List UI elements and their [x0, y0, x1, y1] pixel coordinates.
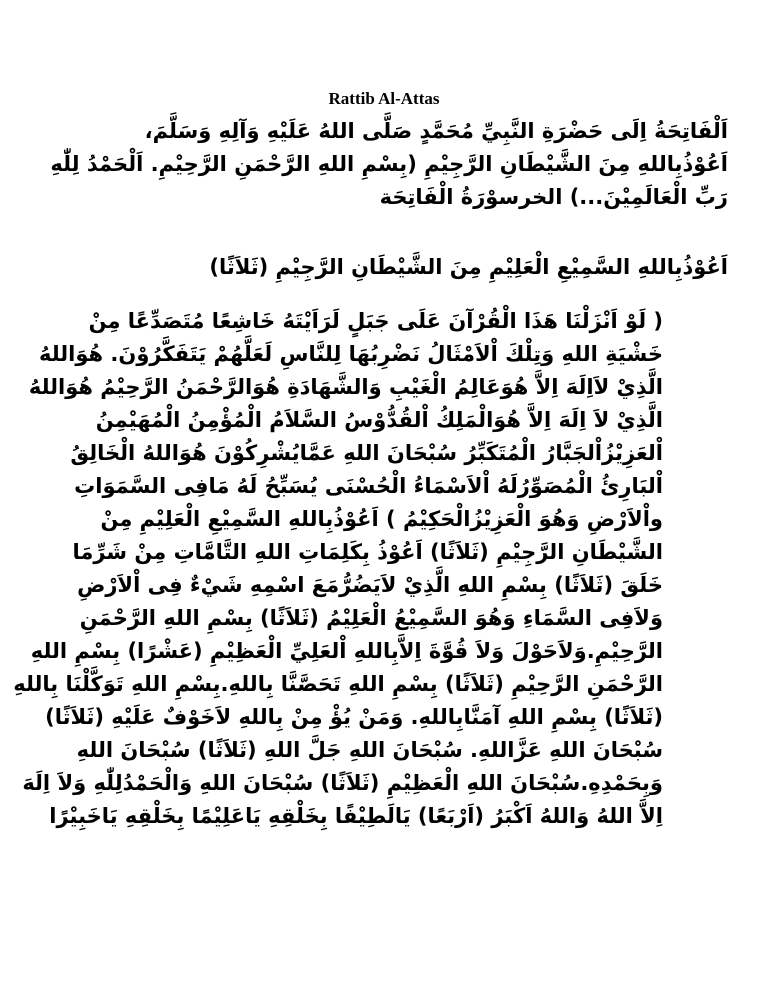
text-line: اَلْفَاتِحَةُ اِلَى حَضْرَةِ النَّبِيِّ مُحَمَّدٍ صَلَّى اللهُ عَلَيْهِ وَآلِهِ وَسَلَّمَ،	[144, 119, 728, 143]
text-line: الَّذِيْ لاَاِلَهَ اِلاَّ هُوَعَالِمُ الْغَيْبِ وَالشَّهَادَةِ هُوَالرَّحْمَنُ الرَّحِيْمُ هُوَاللهُ	[28, 375, 663, 399]
text-line: خَشْيَةِ اللهِ وَتِلْكَ اْلاَمْثَالُ نَضْرِبُهَا لِلنَّاسِ لَعَلَّهُمْ يَتَفَكَّرُوْنَ. هُوَاللهُ	[38, 342, 663, 366]
text-line: واْلاَرْضِ وَهُوَ الْعَزِيْزُالْحَكِيْمُ ) اَعُوْذُبِاللهِ السَّمِيْعِ الْعَلِيْمِ مِنْ	[100, 507, 663, 531]
text-line: رَبِّ الْعَالَمِيْنَ...) الخرسوْرَةُ الْفَاتِحَة	[379, 185, 728, 209]
text-line: الشَّيْطَانِ الرَّجِيْمِ (ثَلاَثًا) اَعُوْذُ بِكَلِمَاتِ اللهِ التَّامَّاتِ مِنْ شَرِّمَا	[72, 540, 663, 564]
text-line: اْلبَارِئُ الْمُصَوِّرُلَهُ اْلاَسْمَاءُ الْحُسْنَى يُسَبِّحُ لَهُ مَافِى السَّمَوَاتِ	[74, 474, 663, 498]
text-line: اِلاَّ اللهُ وَاللهُ اَكْبَرُ (اَرْبَعًا) يَالَطِيْفًا بِخَلْقِهِ يَاعَلِيْمًا بِخَلْقِهِ يَاخَبِيْرًا	[49, 804, 663, 828]
text-line: اَعُوْذُبِاللهِ السَّمِيْعِ الْعَلِيْمِ مِنَ الشَّيْطَانِ الرَّجِيْمِ (ثَلاَثًا)	[209, 255, 728, 279]
text-line: اَعُوْذُبِاللهِ مِنَ الشَّيْطَانِ الرَّجِيْمِ (بِسْمِ اللهِ الرَّحْمَنِ الرَّحِيْمِ. اَلْحَمْدُ لِلّٰهِ	[50, 152, 728, 176]
document-title: Rattib Al-Attas	[328, 89, 440, 108]
text-line: الَّذِيْ لاَ اِلَهَ اِلاَّ هُوَالْمَلِكُ اْلقُدُّوْسُ السَّلاَمُ الْمُؤْمِنُ الْمُهَيْمِنُ	[95, 408, 663, 432]
text-line: سُبْحَانَ اللهِ عَزَّاللهِ. سُبْحَانَ اللهِ جَلَّ اللهِ (ثَلاَثًا) سُبْحَانَ اللهِ	[76, 738, 663, 762]
text-line: الرَّحْمَنِ الرَّحِيْمِ (ثَلاَثًا) بِسْمِ اللهِ تَحَصَّنَّا بِاللهِ.بِسْمِ اللهِ تَوَكَّلْنَا بِاللهِ	[13, 672, 663, 696]
text-line: وَبِحَمْدِهِ.سُبْحَانَ اللهِ الْعَظِيْمِ (ثَلاَثًا) سُبْحَانَ اللهِ وَالْحَمْدُلِلّٰهِ وَلاَ اِلَهَ	[22, 771, 663, 795]
text-line: ( لَوْ اَنْزَلْنَا هَذَا الْقُرْآنَ عَلَى جَبَلٍ لَرَاَيْتَهُ خَاشِعًا مُتَصَدِّعًا مِنْ	[88, 309, 663, 333]
text-line: خَلَقَ (ثَلاَثًا) بِسْمِ اللهِ الَّذِيْ لاَيَضُرُّمَعَ اسْمِهِ شَيْءٌ فِى اْلاَرْضِ	[77, 573, 663, 597]
text-line: الرَّحِيْمِ.وَلاَحَوْلَ وَلاَ قُوَّةَ اِلاَّبِاللهِ اْلعَلِيِّ الْعَظِيْمِ (عَشْرًا) بِسْمِ اللهِ	[30, 639, 663, 663]
text-line: (ثَلاَثًا) بِسْمِ اللهِ آمَنَّابِاللهِ. وَمَنْ يُؤْ مِنْ بِاللهِ لاَخَوْفٌ عَلَيْهِ (ثَلاَثًا)	[45, 705, 663, 729]
text-line: وَلاَفِى السَّمَاءِ وَهُوَ السَّمِيْعُ الْعَلِيْمُ (ثَلاَثًا) بِسْمِ اللهِ الرَّحْمَنِ	[79, 606, 663, 630]
text-line: اْلعَزِيْزُاْلجَبَّارُ الْمُتَكَبِّرُ سُبْحَانَ اللهِ عَمَّايُشْرِكُوْنَ هُوَاللهُ الْخَالِقُ	[70, 441, 663, 465]
